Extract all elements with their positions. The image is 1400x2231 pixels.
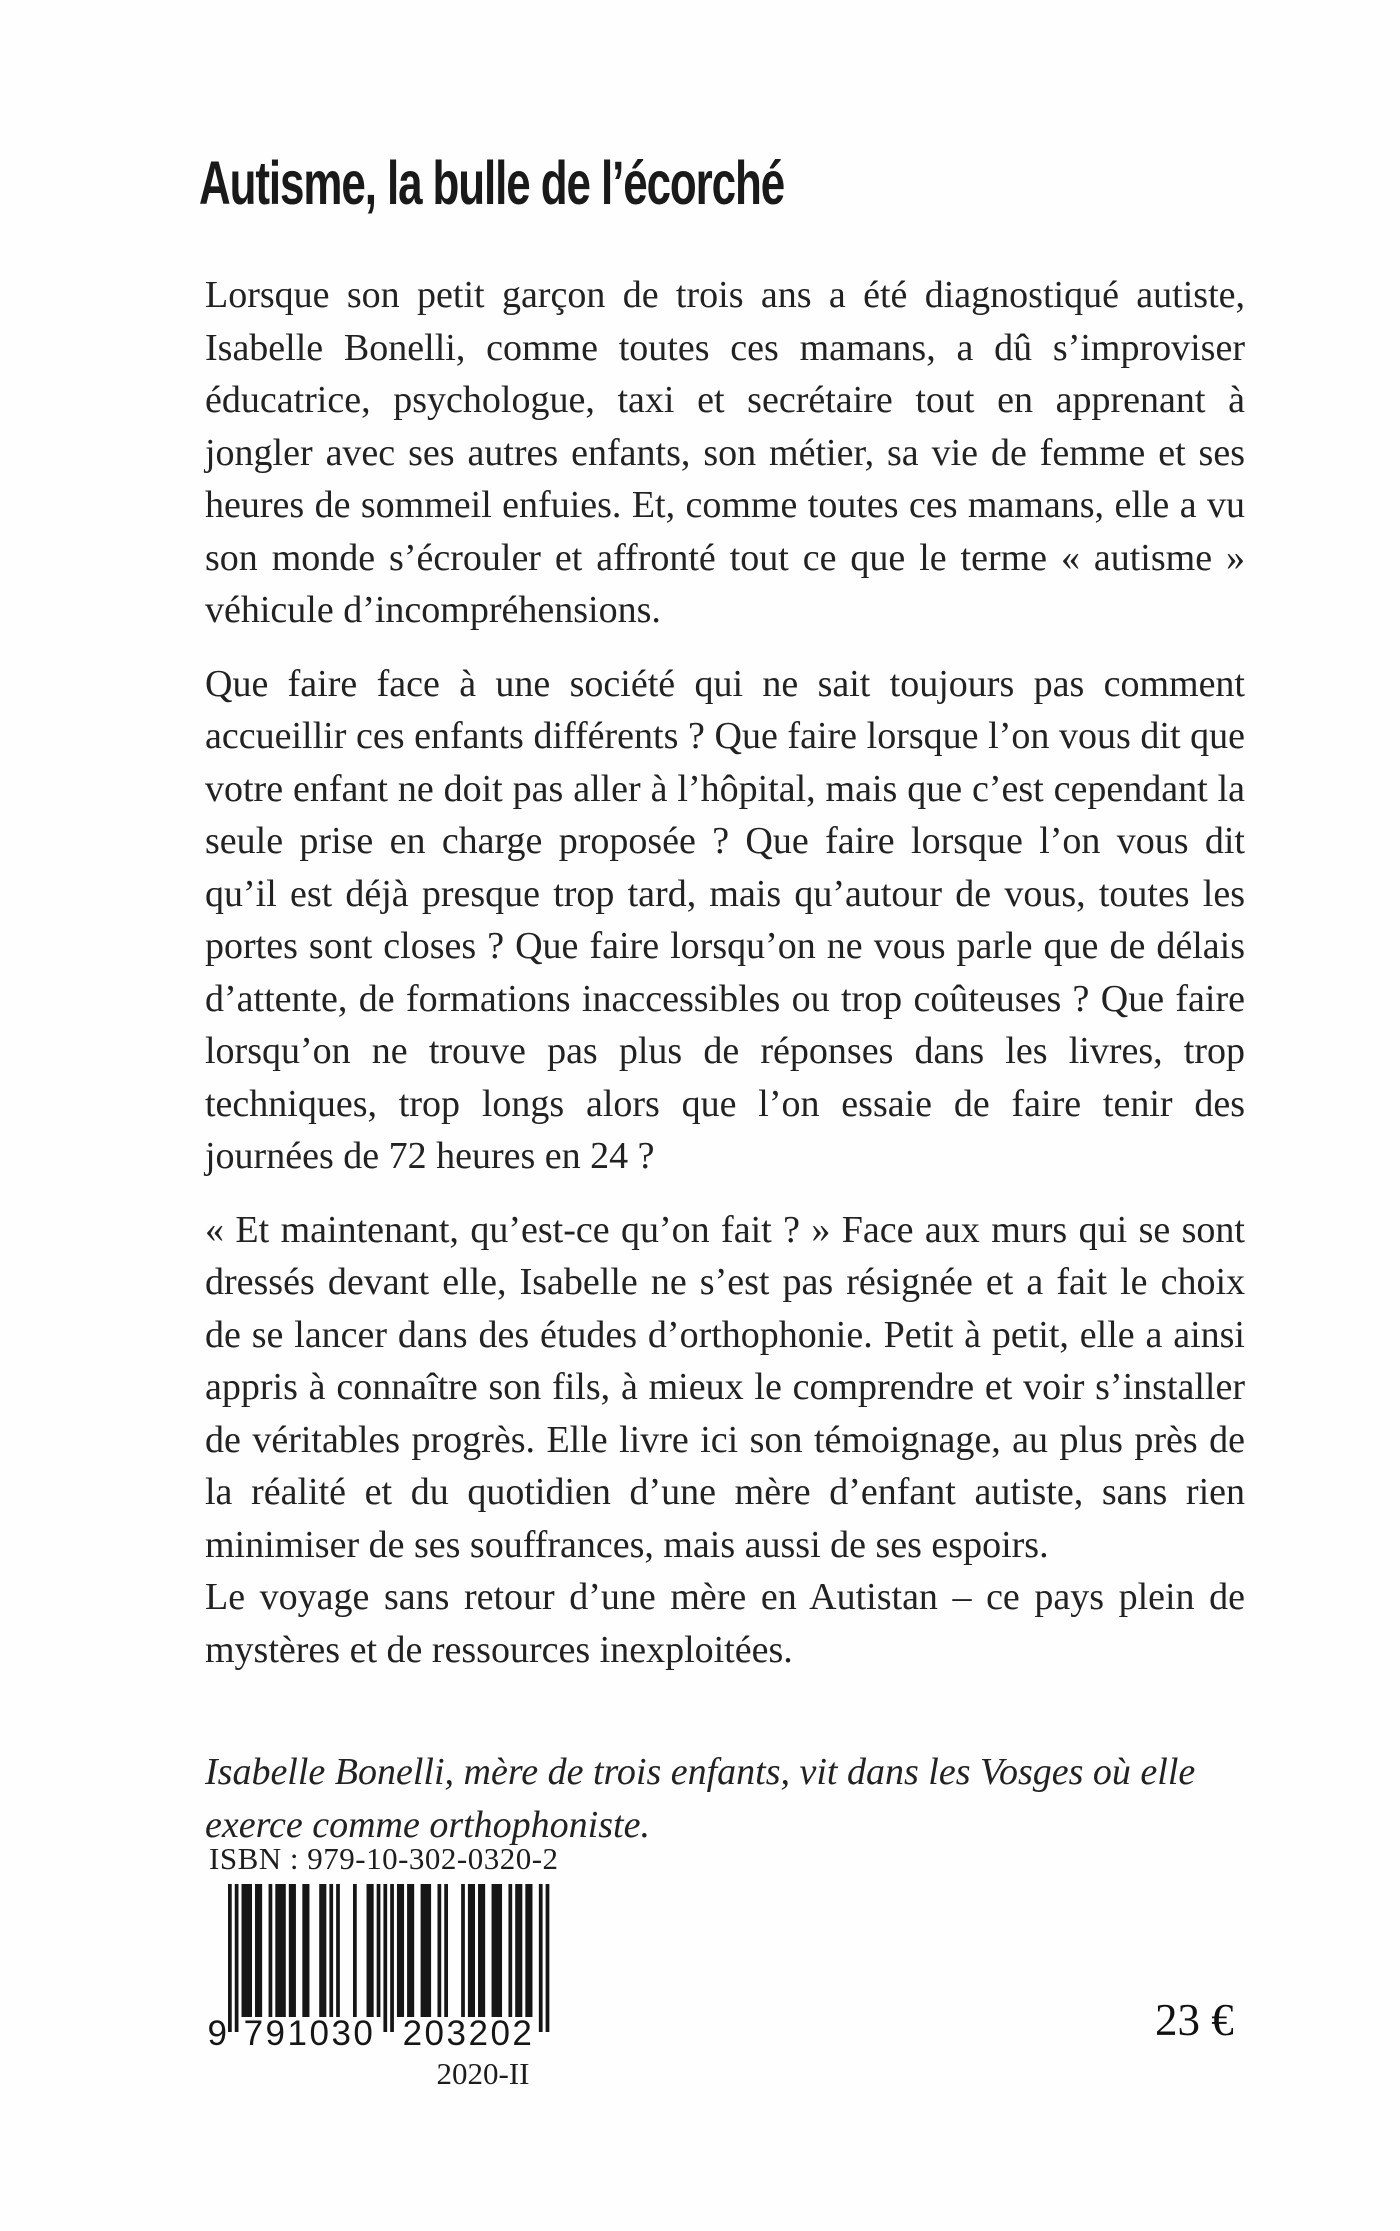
barcode-digit-first: 9 xyxy=(207,2014,227,2053)
page-title: Autisme, la bulle de l’écorché xyxy=(199,149,785,217)
synopsis-paragraph: Que faire face à une société qui ne sait toujours pas comment accueillir ces enfants différents ? Que faire lorsque l’on vous dit que votre enfant ne doit pas aller à l’hôpital, mais que c’est cependant la seule prise en charge proposée ? Que faire lorsque l’on vous dit qu’il est déjà presque trop tard, mais qu’autour de vous, toutes les portes sont closes ? Que faire lorsqu’on ne vous parle que de délais d’attente, de formations inaccessibles ou trop coûteuses ? Que faire lorsqu’on ne trouve pas plus de réponses dans les livres, trop techniques, trop longs alors que l’on essaie de faire tenir des journées de 72 heures en 24 ? xyxy=(205,662,1245,1177)
synopsis-paragraph: « Et maintenant, qu’est-ce qu’on fait ? » Face aux murs qui se sont dressés devant elle, Isabelle ne s’est pas résignée et a fait le choix de se lancer dans des études d’orthophonie. Petit à petit, elle a ainsi appris à connaître son fils, à mieux le comprendre et voir s’installer de véritables progrès. Elle livre ici son témoignage, au plus près de la réalité et du quotidien d’une mère d’enfant autiste, sans rien minimiser de ses souffrances, mais aussi de ses espoirs. xyxy=(205,1208,1245,1566)
price-label: 23 € xyxy=(1155,1995,1234,2045)
synopsis-paragraph: Lorsque son petit garçon de trois ans a été diagnostiqué autiste, Isabelle Bonelli, comme toutes ces mamans, a dû s’improviser éducatrice, psychologue, taxi et secrétaire tout en apprenant à jongler avec ses autres enfants, son métier, sa vie de femme et ses heures de sommeil enfuies. Et, comme toutes ces mamans, elle a vu son monde s’écrouler et affronté tout ce que le terme « autisme » véhicule d’incompréhensions. xyxy=(205,274,1245,631)
edition-code: 2020-II xyxy=(436,2056,530,2091)
barcode-bars xyxy=(228,1884,550,2032)
isbn-text: ISBN : 979-10-302-0320-2 xyxy=(209,1841,559,1876)
synopsis-paragraph: Le voyage sans retour d’une mère en Autistan – ce pays plein de mystères et de ressources inexploitées. xyxy=(205,1576,1245,1671)
synopsis-block xyxy=(205,269,1245,1851)
barcode-digits-right: 203202 xyxy=(402,2014,535,2053)
author-note: Isabelle Bonelli, mère de trois enfants, vit dans les Vosges où elle exerce comme orthophoniste. xyxy=(205,1751,1196,1846)
barcode-digits-left: 791030 xyxy=(243,2014,376,2053)
